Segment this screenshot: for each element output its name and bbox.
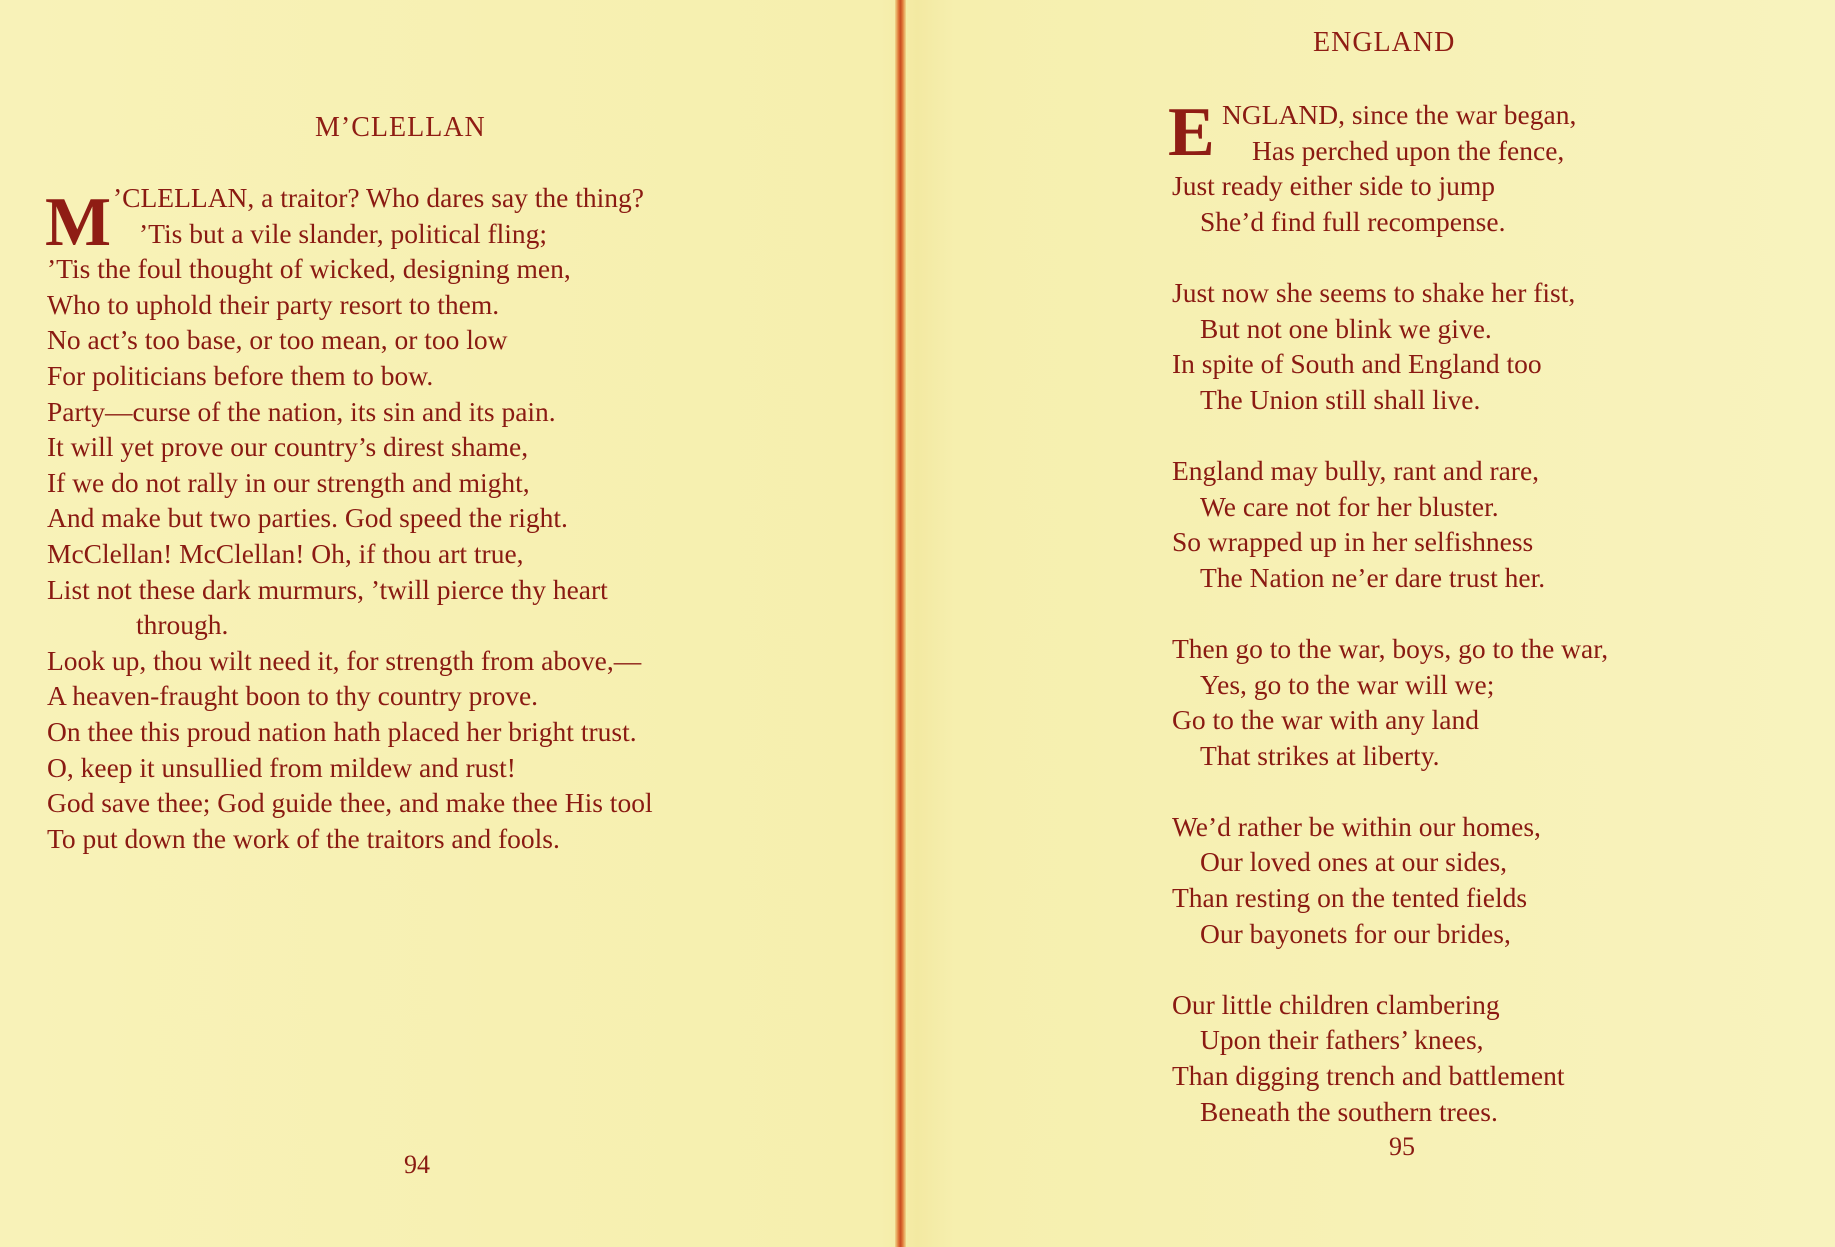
stanza-break (1172, 951, 1732, 987)
poem-line: Party—curse of the nation, its sin and its pain. (47, 395, 556, 427)
poem-line: To put down the work of the traitors and fools. (47, 822, 560, 854)
poem-line: ’CLELLAN, a traitor? Who dares say the thing? (113, 182, 644, 213)
poem-title-mcclellan: M’CLELLAN (315, 112, 486, 143)
stanza-break (1172, 773, 1732, 809)
poem-line: Look up, thou wilt need it, for strength from above,— (47, 644, 642, 676)
poem-line: So wrapped up in her selfishness (1172, 526, 1534, 558)
book-spine (895, 0, 906, 1247)
poem-line: Who to uphold their party resort to them. (47, 288, 500, 320)
poem-line: Just ready either side to jump (1172, 170, 1496, 202)
poem-line: Beneath the southern trees. (1200, 1095, 1498, 1127)
poem-line: In spite of South and England too (1172, 348, 1542, 380)
page-number: 94 (404, 1150, 430, 1179)
drop-cap-e: E (1168, 94, 1215, 171)
poem-title-england: ENGLAND (1313, 27, 1456, 58)
poem-line: The Union still shall live. (1200, 383, 1481, 415)
poem-line: O, keep it unsullied from mildew and rust! (47, 751, 516, 783)
poem-line: Than digging trench and battlement (1172, 1060, 1565, 1092)
poem-line: through. (136, 609, 229, 641)
poem-line: Then go to the war, boys, go to the war, (1172, 632, 1609, 664)
poem-line: But not one blink we give. (1200, 312, 1492, 344)
poem-line: God save thee; God guide thee, and make thee His tool (47, 787, 653, 819)
poem-line: Has perched upon the fence, (1252, 134, 1565, 166)
poem-line: Our little children clambering (1172, 988, 1500, 1020)
poem-line: If we do not rally in our strength and might, (47, 466, 530, 498)
poem-line: For politicians before them to bow. (47, 359, 434, 391)
stanza-break (1172, 239, 1732, 275)
left-page (0, 0, 895, 1247)
poem-line: ’Tis the foul thought of wicked, designing men, (47, 253, 571, 285)
poem-line: On thee this proud nation hath placed her bright trust. (47, 715, 637, 747)
poem-line: A heaven-fraught boon to thy country prove. (47, 680, 539, 712)
poem-line: She’d find full recompense. (1200, 205, 1506, 237)
poem-line: Our bayonets for our brides, (1200, 917, 1511, 949)
right-page (906, 0, 1835, 1247)
poem-line: The Nation ne’er dare trust her. (1200, 561, 1546, 593)
poem-line: McClellan! McClellan! Oh, if thou art true, (47, 537, 524, 569)
poem-line: That strikes at liberty. (1200, 739, 1440, 771)
poem-mcclellan (47, 180, 787, 856)
poem-england (1172, 97, 1732, 1129)
poem-line: Yes, go to the war will we; (1200, 668, 1495, 700)
poem-line: ’Tis but a vile slander, political fling; (139, 217, 548, 249)
poem-line: England may bully, rant and rare, (1172, 454, 1540, 486)
poem-line: List not these dark murmurs, ’twill pierce thy heart (47, 573, 608, 605)
poem-line: Just now she seems to shake her fist, (1172, 276, 1576, 308)
poem-line: NGLAND, since the war began, (1222, 99, 1577, 130)
stanza-break (1172, 595, 1732, 631)
stanza-break (1172, 417, 1732, 453)
poem-line: Go to the war with any land (1172, 704, 1480, 736)
poem-line: We care not for her bluster. (1200, 490, 1499, 522)
poem-line: We’d rather be within our homes, (1172, 810, 1541, 842)
poem-line: Upon their fathers’ knees, (1200, 1024, 1484, 1056)
page-number: 95 (1389, 1132, 1415, 1161)
poem-line: Our loved ones at our sides, (1200, 846, 1508, 878)
drop-cap-m: M (45, 184, 112, 261)
poem-line: It will yet prove our country’s direst shame, (47, 431, 529, 463)
poem-line: And make but two parties. God speed the right. (47, 502, 568, 534)
poem-line: No act’s too base, or too mean, or too low (47, 324, 508, 356)
poem-line: Than resting on the tented fields (1172, 882, 1528, 914)
